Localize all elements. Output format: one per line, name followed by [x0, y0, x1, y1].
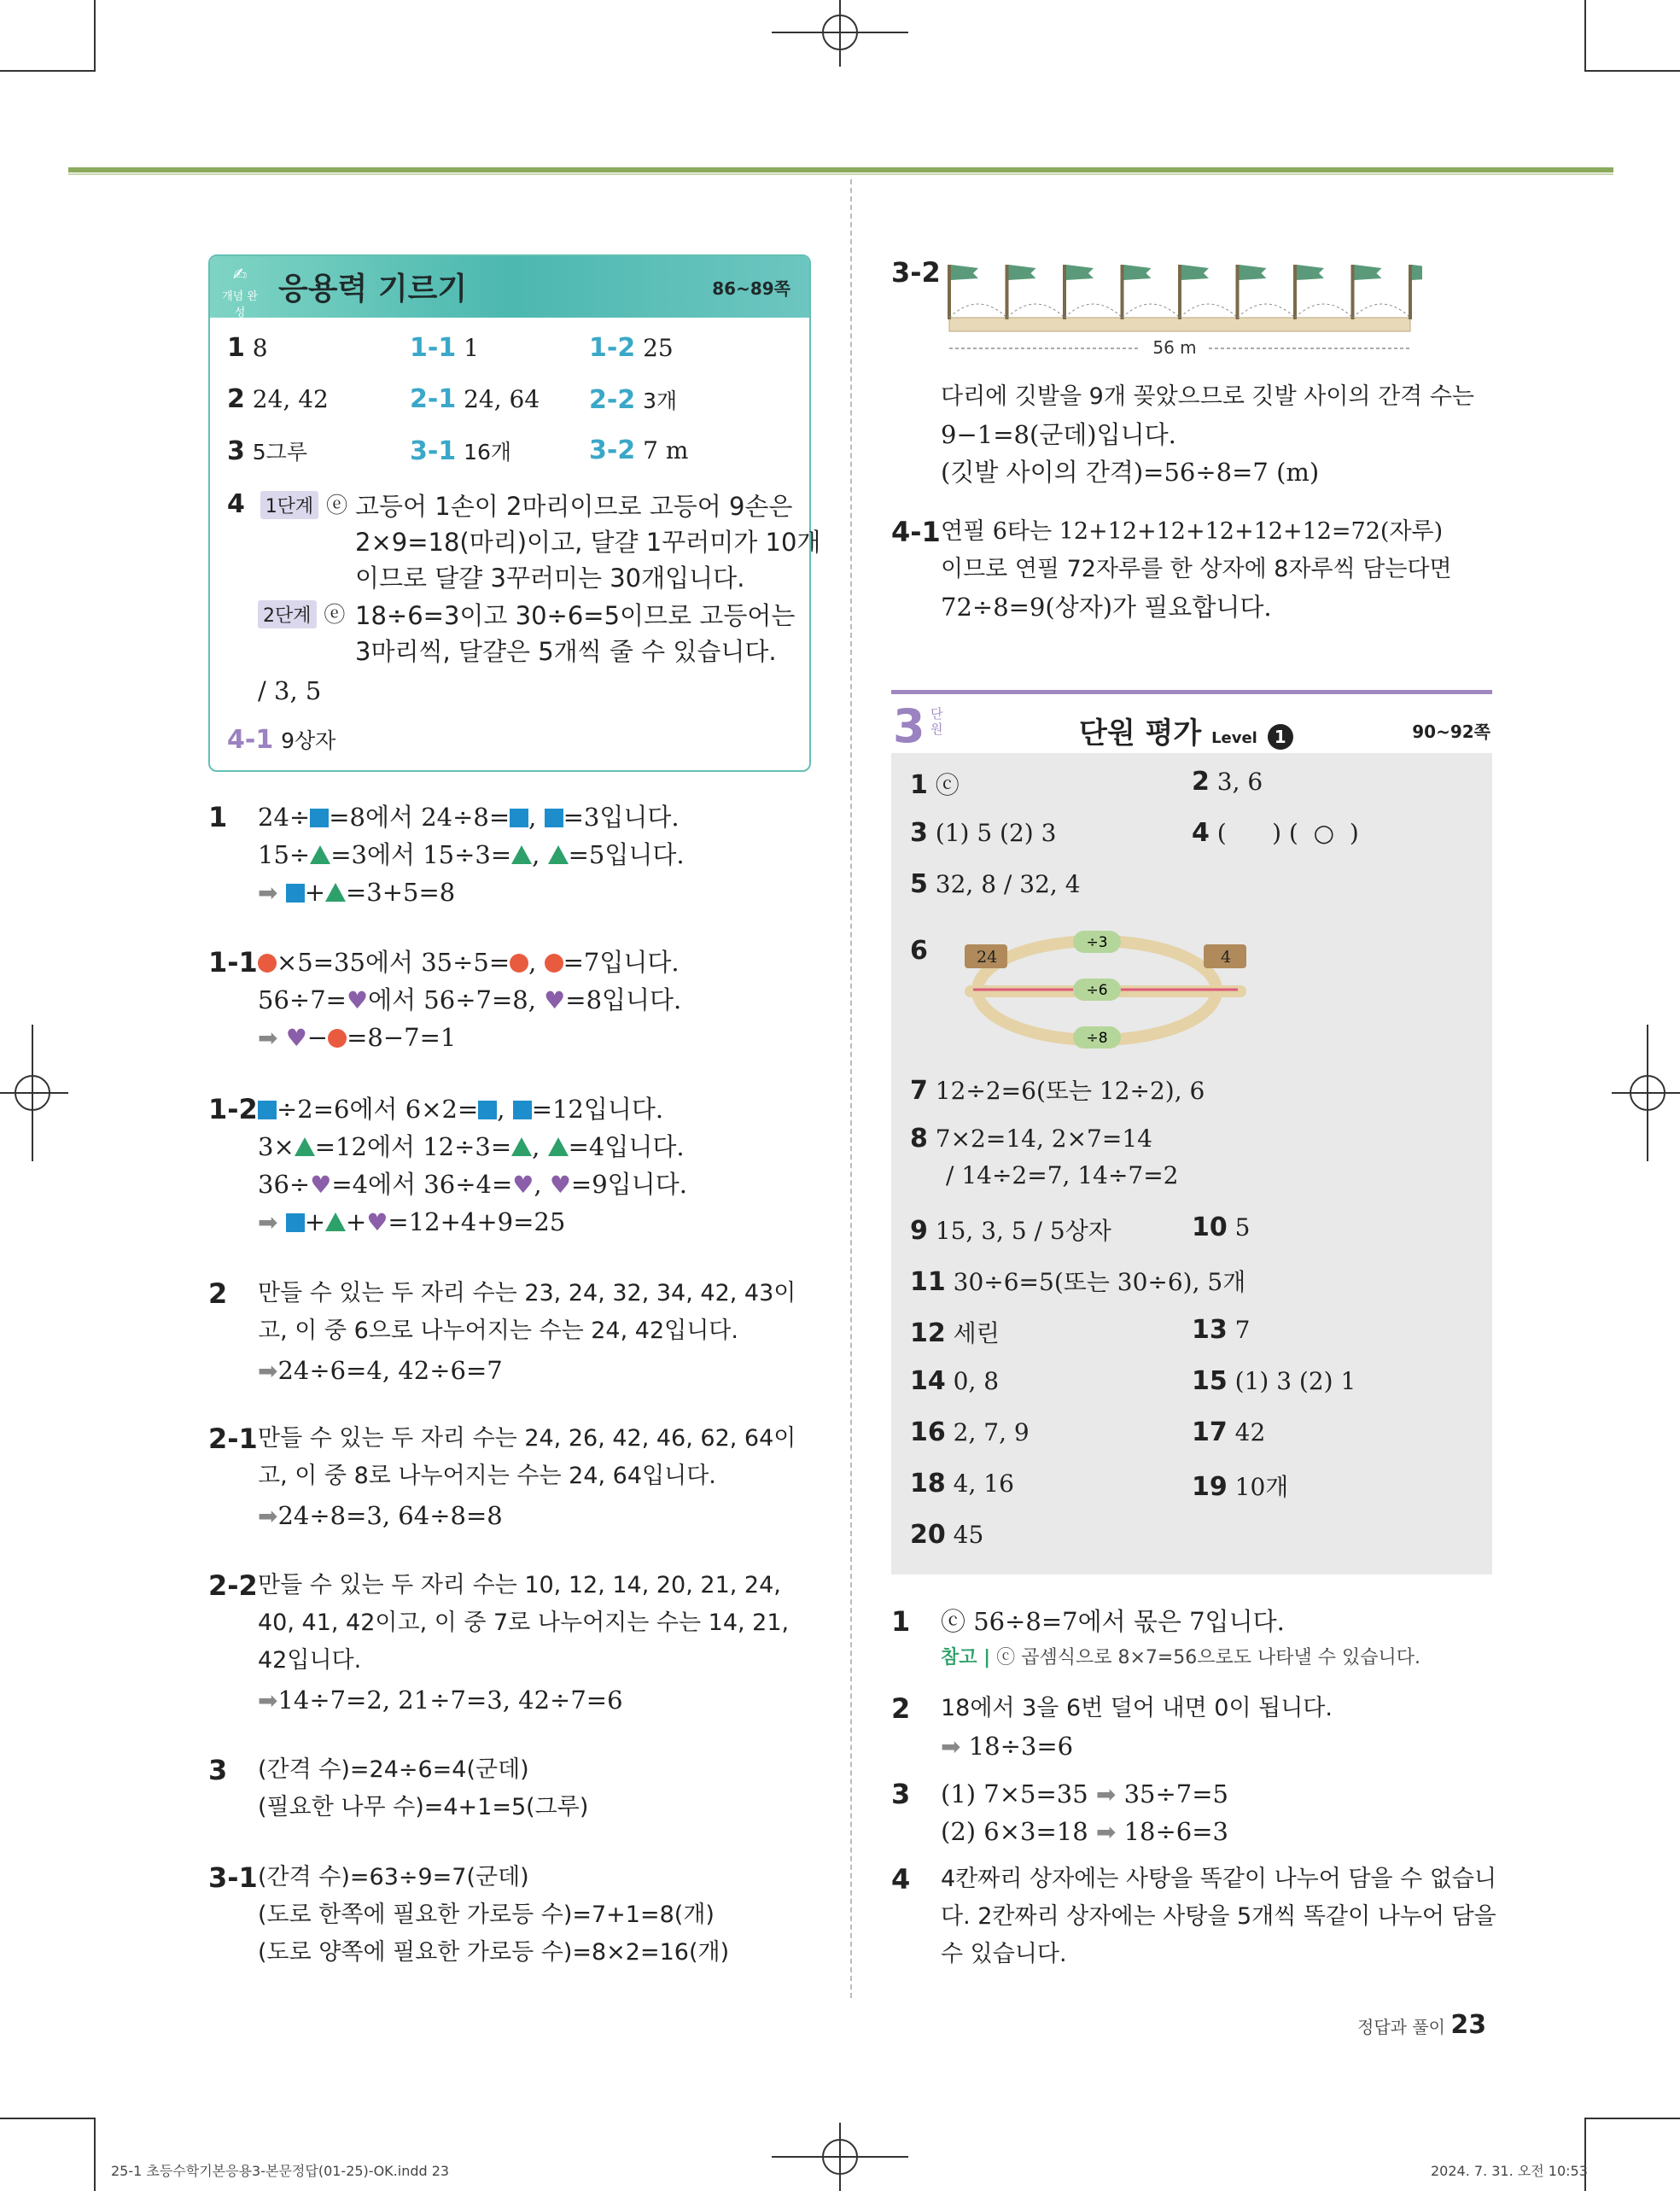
answer-row: 1-1 1 — [410, 333, 479, 363]
crop-mark — [0, 70, 96, 72]
text-line: 다리에 깃발을 9개 꽂았으므로 깃발 사이의 간격 수는 — [941, 383, 1474, 410]
flag — [1009, 265, 1036, 280]
answer-row: 1 8 — [227, 333, 268, 363]
test-answer-4: 4 ( ) ( ○ ) — [1192, 818, 1359, 848]
test-answer-6: 6 — [910, 936, 928, 966]
text-line: ➡ ♥− =8−7=1 — [258, 1023, 457, 1052]
header-rule-thin — [68, 173, 1613, 175]
interval-arc — [1238, 304, 1296, 318]
text-line: (필요한 나무 수)=4+1=5(그루) — [258, 1794, 589, 1820]
test-answer-1: 1 ⓒ — [910, 770, 960, 800]
test-answer-20: 20 45 — [910, 1520, 984, 1550]
question-number: 3-2 — [891, 256, 941, 289]
answer-row: 3-1 16개 — [410, 436, 512, 466]
text-line: 9−1=8(군데)입니다. — [941, 420, 1176, 449]
registration-mark — [772, 2123, 908, 2191]
square-symbol — [310, 809, 329, 827]
answer-row: 3-2 7 m — [589, 435, 689, 465]
question-number: 2 — [891, 1692, 911, 1725]
registration-mark — [1612, 1025, 1680, 1161]
test-answer-13: 13 7 — [1192, 1315, 1251, 1345]
crop-mark — [1584, 0, 1586, 72]
text-line: 고, 이 중 6으로 나누어지는 수는 24, 42입니다. — [258, 1318, 738, 1344]
text-line: 수 있습니다. — [941, 1941, 1067, 1967]
text-line: ⓒ 56÷8=7에서 몫은 7입니다. — [941, 1607, 1285, 1636]
flag-bridge-diagram — [944, 256, 1422, 367]
footer-label: 정답과 풀이 23 — [1357, 2010, 1487, 2040]
unit-test-title: 단원 평가 Level 1 — [1079, 710, 1293, 751]
arrow-icon: ➡ — [258, 879, 278, 907]
text-line: 36÷♥=4에서 36÷4=♥, ♥=9입니다. — [258, 1170, 687, 1199]
unit-number: 3 — [893, 699, 925, 753]
text-line: 만들 수 있는 두 자리 수는 24, 26, 42, 46, 62, 64이 — [258, 1425, 796, 1452]
interval-arc — [1295, 304, 1353, 318]
triangle-symbol — [310, 845, 330, 864]
question-number: 1-1 — [208, 946, 258, 979]
text-line: ➡24÷6=4, 42÷6=7 — [258, 1356, 503, 1385]
text-line: 18÷6=3이고 30÷6=5이므로 고등어는 — [355, 601, 796, 630]
diagram-mid-label: ÷6 — [1086, 982, 1108, 999]
text-line: 이므로 연필 72자루를 한 상자에 8자루씩 담는다면 — [941, 556, 1452, 582]
test-answer-12: 12 세린 — [910, 1318, 1000, 1348]
unit-test-pages: 90~92쪽 — [1412, 722, 1490, 742]
text-line: 72÷8=9(상자)가 필요합니다. — [941, 593, 1272, 622]
crop-mark — [1584, 70, 1680, 72]
test-answer-17: 17 42 — [1192, 1417, 1266, 1447]
text-line: 4칸짜리 상자에는 사탕을 똑같이 나누어 담을 수 없습니 — [941, 1866, 1497, 1892]
text-line: 만들 수 있는 두 자리 수는 10, 12, 14, 20, 21, 24, — [258, 1572, 781, 1598]
flag — [951, 265, 978, 280]
text-line: (2) 6×3=18 ➡ 18÷6=3 — [941, 1817, 1229, 1846]
question-number: 3-1 — [208, 1861, 258, 1894]
test-answer-19: 19 10개 — [1192, 1472, 1289, 1502]
crop-mark — [1584, 2118, 1586, 2191]
text-line: (깃발 사이의 간격)=56÷8=7 (m) — [941, 458, 1320, 487]
text-line: ➡14÷7=2, 21÷7=3, 42÷7=6 — [258, 1686, 623, 1715]
crop-mark — [0, 2118, 96, 2119]
stage-2: 2단계 ⓔ — [258, 598, 345, 628]
test-answer-3: 3 (1) 5 (2) 3 — [910, 818, 1057, 848]
text-line: 2×9=18(마리)이고, 달걀 1꾸러미가 10개 — [355, 528, 821, 557]
diagram-top-label: ÷3 — [1086, 934, 1108, 951]
text-line: 56÷7=♥에서 56÷7=8, ♥=8입니다. — [258, 985, 682, 1014]
text-line: 고등어 1손이 2마리이므로 고등어 9손은 — [355, 492, 793, 521]
text-line: 고, 이 중 8로 나누어지는 수는 24, 64입니다. — [258, 1463, 716, 1489]
test-answer-14: 14 0, 8 — [910, 1366, 1000, 1396]
test-answer-8b: / 14÷2=7, 14÷7=2 — [946, 1161, 1179, 1189]
unit-test-header — [891, 690, 1492, 751]
question-number: 1-2 — [208, 1093, 258, 1125]
text-line: ➡24÷8=3, 64÷8=8 — [258, 1501, 503, 1530]
text-line: 18에서 3을 6번 덜어 내면 0이 됩니다. — [941, 1695, 1333, 1721]
answer-row: 2 24, 42 — [227, 384, 329, 414]
text-line: 이므로 달걀 3꾸러미는 30개입니다. — [355, 564, 745, 593]
hand-icon: ✍ — [232, 264, 248, 284]
question-number: 2-2 — [208, 1569, 258, 1602]
text-line: ➡ + =3+5=8 — [258, 878, 456, 907]
diagram-bottom-label: ÷8 — [1086, 1030, 1108, 1047]
flag — [1124, 265, 1152, 280]
crop-mark — [94, 2118, 96, 2191]
test-answer-11: 11 30÷6=5(또는 30÷6), 5개 — [910, 1267, 1246, 1297]
interval-arc — [1007, 304, 1065, 318]
unit-label: 단 원 — [930, 706, 943, 737]
question-number: 3 — [208, 1754, 228, 1786]
flag — [1240, 265, 1267, 280]
text-line: (도로 양쪽에 필요한 가로등 수)=8×2=16(개) — [258, 1939, 730, 1966]
test-answer-18: 18 4, 16 — [910, 1469, 1014, 1499]
test-answer-16: 16 2, 7, 9 — [910, 1417, 1030, 1447]
registration-mark — [0, 1025, 68, 1161]
test-answer-10: 10 5 — [1192, 1212, 1251, 1242]
answer-row: 1-2 25 — [589, 333, 674, 363]
flag — [1297, 265, 1324, 280]
test-answer-7: 7 12÷2=6(또는 12÷2), 6 — [910, 1076, 1205, 1106]
answer-row: 3 5그루 — [227, 436, 307, 466]
box-header — [210, 256, 809, 318]
flag — [1181, 265, 1209, 280]
question-number: 1 — [891, 1605, 911, 1638]
crop-mark — [1584, 2118, 1680, 2119]
answer-4-1: 4-1 9상자 — [227, 725, 336, 755]
answer-row: 2-2 3개 — [589, 385, 678, 415]
diagram-left-label: 24 — [977, 948, 998, 967]
question-number: 4-1 — [891, 516, 941, 548]
box-title: 응용력 기르기 — [278, 272, 468, 307]
text-line: (1) 7×5=35 ➡ 35÷7=5 — [941, 1779, 1229, 1808]
heart-symbol: ♥ — [346, 986, 369, 1014]
text-line: (간격 수)=63÷9=7(군데) — [258, 1864, 529, 1890]
interval-arc — [1180, 304, 1238, 318]
interval-arc — [949, 304, 1007, 318]
text-line: ➡ 18÷3=6 — [941, 1732, 1074, 1761]
text-line: ➡ + +♥=12+4+9=25 — [258, 1207, 566, 1236]
text-line: 연필 6타는 12+12+12+12+12+12=72(자루) — [941, 518, 1444, 545]
question-number: 2-1 — [208, 1423, 258, 1455]
text-line: 42입니다. — [258, 1647, 362, 1674]
crop-mark — [94, 0, 96, 72]
diagram-right-label: 4 — [1221, 948, 1232, 967]
header-rule — [68, 167, 1613, 172]
test-answer-9: 9 15, 3, 5 / 5상자 — [910, 1216, 1111, 1246]
test-answer-8: 8 7×2=14, 2×7=14 — [910, 1124, 1152, 1154]
text-line: / 3, 5 — [258, 676, 322, 705]
text-line: (도로 한쪽에 필요한 가로등 수)=7+1=8(개) — [258, 1902, 715, 1928]
reference-note: 참고 | ⓒ 곱셈식으로 8×7=56으로도 나타낼 수 있습니다. — [941, 1647, 1421, 1668]
text-line: 만들 수 있는 두 자리 수는 23, 24, 32, 34, 42, 43이 — [258, 1280, 796, 1306]
file-name: 25-1 초등수학기본응용3-본문정답(01-25)-OK.indd 23 — [111, 2163, 450, 2179]
page-number: 23 — [1450, 2010, 1487, 2040]
text-line: 24÷ =8에서 24÷8= , =3입니다. — [258, 803, 680, 832]
text-line: 3마리씩, 달걀은 5개씩 줄 수 있습니다. — [355, 637, 777, 666]
answer-row: 2-1 24, 64 — [410, 384, 540, 414]
question-number: 3 — [891, 1778, 911, 1810]
registration-mark — [772, 0, 908, 68]
question-number: 2 — [208, 1277, 228, 1310]
circle-symbol — [258, 954, 277, 973]
concept-badge: ✍ 개념 완성 — [219, 261, 261, 313]
answer-4: 4 1단계 ⓔ — [227, 489, 348, 519]
text-line: (간격 수)=24÷6=4(군데) — [258, 1756, 529, 1783]
text-line: ×5=35에서 35÷5= , =7입니다. — [258, 944, 680, 980]
length-label: 56 m — [1152, 337, 1197, 358]
column-divider — [850, 179, 852, 1998]
flag — [1412, 265, 1422, 280]
question-number: 4 — [891, 1863, 911, 1896]
interval-arc — [1065, 304, 1123, 318]
interval-arc — [1353, 304, 1411, 318]
print-date: 2024. 7. 31. 오전 10:53 — [1431, 2163, 1588, 2179]
text-line: ÷2=6에서 6×2= , =12입니다. — [258, 1091, 663, 1127]
question-number: 1 — [208, 801, 228, 833]
text-line: 3× =12에서 12÷3= , =4입니다. — [258, 1132, 685, 1161]
test-answer-15: 15 (1) 3 (2) 1 — [1192, 1366, 1356, 1396]
text-line: 40, 41, 42이고, 이 중 7로 나누어지는 수는 14, 21, — [258, 1610, 790, 1636]
interval-arc — [1123, 304, 1181, 318]
text-line: 다. 2칸짜리 상자에는 사탕을 5개씩 똑같이 나누어 담을 — [941, 1903, 1496, 1930]
box-pages: 86~89쪽 — [712, 278, 790, 299]
text-line: 15÷ =3에서 15÷3= , =5입니다. — [258, 840, 685, 869]
test-answer-5: 5 32, 8 / 32, 4 — [910, 869, 1081, 899]
test-answer-2: 2 3, 6 — [1192, 767, 1263, 797]
flag — [1355, 265, 1382, 280]
division-ring-diagram — [956, 922, 1263, 1050]
flag — [1066, 265, 1094, 280]
